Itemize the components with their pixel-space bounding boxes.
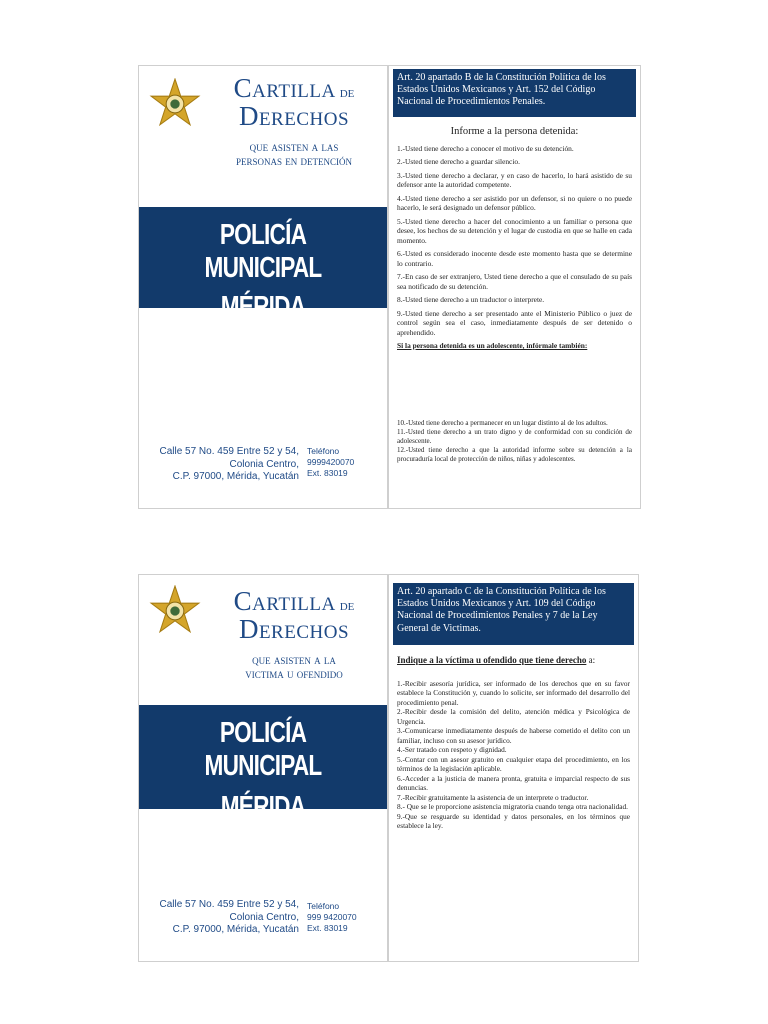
right-item-8: 8.-Usted tiene derecho a un traductor o interprete. xyxy=(397,295,545,305)
card1-right-panel xyxy=(388,65,641,509)
title-word-de: de xyxy=(339,598,355,614)
right-item-9: 9.-Usted tiene derecho a ser presentado ante el Ministerio Público o juez de control según sea el caso, inmediatamente después de ser detenido o aprehendido. xyxy=(397,308,632,337)
card2-right-panel xyxy=(388,574,639,962)
subtitle-line2: victima u ofendido xyxy=(245,665,343,681)
address-line2: Colonia Centro, xyxy=(229,911,299,923)
minor-item-11: 11.-Usted tiene derecho a un trato digno y de conformidad con su condición de adolescente. xyxy=(397,427,632,445)
card1-banner xyxy=(139,207,387,323)
police-star-badge-icon xyxy=(149,78,201,130)
phone-ext: Ext. 83019 xyxy=(307,468,348,479)
banner-line1: POLICÍA MUNICIPAL xyxy=(204,717,322,782)
title-word-cartilla: Cartilla xyxy=(233,586,336,616)
card1-phone xyxy=(307,446,354,479)
right-item-4: 4.-Usted tiene derecho a ser asistido por un defensor, si no quiere o no puede hacerlo, le será designado un defensor público. xyxy=(397,193,632,213)
title-word-derechos: Derechos xyxy=(238,614,350,645)
address-line3: C.P. 97000, Mérida, Yucatán xyxy=(172,471,299,482)
right-item-6: 6.-Usted es considerado inocente desde este momento hasta que se determine lo contrario. xyxy=(397,249,632,268)
phone-number: 9999420070 xyxy=(307,457,355,468)
phone-ext: Ext. 83019 xyxy=(307,923,348,934)
victim-right-2: 2.-Recibir desde la comisión del delito, atención médica y Psicológica de Urgencia. xyxy=(397,707,630,726)
card2-instruction xyxy=(397,655,630,665)
address-line1: Calle 57 No. 459 Entre 52 y 54, xyxy=(159,446,299,457)
title-word-derechos: Derechos xyxy=(238,101,350,132)
banner-line1: POLICÍA MUNICIPAL xyxy=(204,219,322,284)
card1-address xyxy=(147,446,299,484)
subtitle-line1: que asisten a la xyxy=(252,652,336,667)
address-line1: Calle 57 No. 459 Entre 52 y 54, xyxy=(159,899,299,910)
card1-legal-header: Art. 20 apartado B de la Constitución Política de los Estados Unidos Mexicanos y Art. 152 del Código Nacional de Procedimientos Penales. xyxy=(393,69,636,117)
subtitle-line1: que asisten a las xyxy=(249,139,339,154)
address-line2: Colonia Centro, xyxy=(229,458,299,470)
card1-instruction: Informe a la persona detenida: xyxy=(450,126,579,137)
card1-rights-list xyxy=(397,144,632,358)
card2-left-panel xyxy=(138,574,388,962)
right-item-7: 7.-En caso de ser extranjero, Usted tiene derecho a que el consulado de su país sea notificado de su detención. xyxy=(397,272,632,291)
victim-right-6: 6.-Acceder a la justicia de manera pronta, gratuita e imparcial respecto de sus denuncias. xyxy=(397,773,630,793)
title-word-cartilla: Cartilla xyxy=(233,73,336,103)
victim-right-9: 9.-Que se resguarde su identidad y datos personales, en los términos que establece la ley. xyxy=(397,811,630,831)
phone-number: 999 9420070 xyxy=(307,912,357,923)
victim-right-3: 3.-Comunicarse inmediatamente después de haberse cometido el delito con un familiar, incluso con su asesor jurídico. xyxy=(397,726,630,745)
phone-label: Teléfono xyxy=(307,446,340,456)
card1-left-panel xyxy=(138,65,388,509)
subtitle-line2: personas en detención xyxy=(235,152,352,168)
right-item-5: 5.-Usted tiene derecho a hacer del conocimiento a un familiar o persona que desee, los hechos de su detención y el lugar de custodia en que se halle en cada momento. xyxy=(397,216,632,245)
instruction-tail: a: xyxy=(586,655,596,665)
instruction-bold: Indique a la víctima u ofendido que tiene derecho xyxy=(397,655,587,665)
minor-item-10: 10.-Usted tiene derecho a permanecer en un lugar distinto al de los adultos. xyxy=(397,419,608,427)
victim-right-5: 5.-Contar con un asesor gratuito en cualquier etapa del procedimiento, en los términos de la legislación aplicable. xyxy=(397,754,630,774)
card2-subtitle xyxy=(199,653,388,680)
card1-subtitle xyxy=(199,140,388,167)
victim-right-8: 8.- Que se le proporcione asistencia migratoria cuando tenga otra nacionalidad. xyxy=(397,802,628,812)
title-word-de: de xyxy=(339,85,355,101)
card2-address xyxy=(147,899,299,937)
card2-title xyxy=(199,587,388,644)
right-item-2: 2.-Usted tiene derecho a guardar silencio. xyxy=(397,157,520,167)
right-item-3: 3.-Usted tiene derecho a declarar, y en caso de hacerlo, lo hará asistido de su defensor ante la autoridad competente. xyxy=(397,170,632,190)
right-item-1: 1.-Usted tiene derecho a conocer el motivo de su detención. xyxy=(397,144,574,153)
card2-phone xyxy=(307,901,357,934)
minor-note: Si la persona detenida es un adolescente, infórmale también: xyxy=(397,340,588,350)
banner-line2: MÉRIDA xyxy=(220,791,306,823)
banner-line2: MÉRIDA xyxy=(220,291,306,323)
card2-rights-list xyxy=(397,679,630,831)
victim-right-4: 4.-Ser tratado con respeto y dignidad. xyxy=(397,745,507,755)
address-line3: C.P. 97000, Mérida, Yucatán xyxy=(172,924,299,935)
card2-banner xyxy=(139,705,387,823)
police-star-badge-icon xyxy=(149,585,201,637)
card2-legal-header: Art. 20 apartado C de la Constitución Política de los Estados Unidos Mexicanos y Art. 109 del Código Nacional de Procedimientos Penales y 7 de la Ley General de Victimas. xyxy=(393,583,634,645)
card1-title xyxy=(199,74,388,131)
card1-minor-list xyxy=(397,419,632,464)
minor-item-12: 12.-Usted tiene derecho a que la autoridad informe sobre su detención a la procuraduría local de protección de niños, niñas y adolescentes. xyxy=(397,445,632,463)
victim-right-1: 1.-Recibir asesoría jurídica, ser informado de los derechos que en su favor establece la Constitución y, cuando lo solicite, ser informado del desarrollo del procedimiento penal. xyxy=(397,679,630,707)
victim-right-7: 7.-Recibir gratuitamente la asistencia de un interprete o traductor. xyxy=(397,792,589,802)
phone-label: Teléfono xyxy=(307,901,340,911)
